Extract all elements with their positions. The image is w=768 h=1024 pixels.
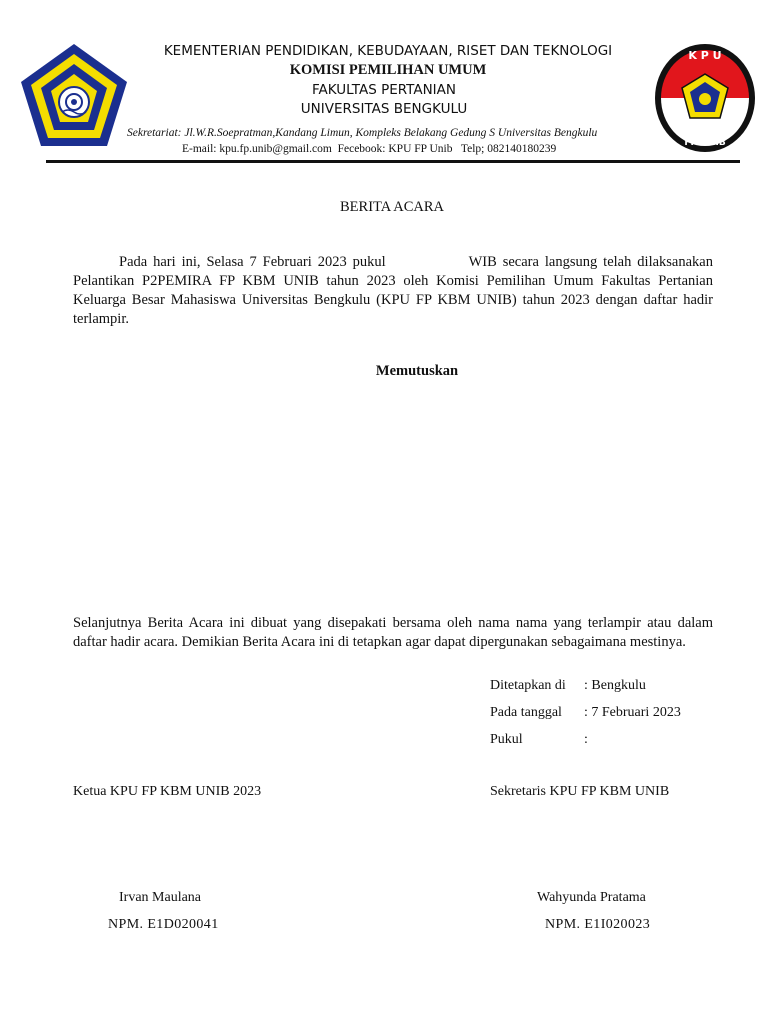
detail-value-date: : 7 Februari 2023 [584,705,681,720]
contact-line: E-mail: kpu.fp.unib@gmail.com Fecebook: KPU FP Unib Telp; 082140180239 [182,143,557,155]
detail-label-date: Pada tanggal [490,705,562,720]
closing-paragraph: Selanjutnya Berita Acara ini dibuat yang disepakati bersama oleh nama nama yang terlampir atau dalam daftar hadir acara. Demikian Berita Acara ini di tetapkan agar dapat dipergunakan sebagaimana mestinya. [73,615,713,650]
faculty-line: FAKULTAS PERTANIAN [311,82,456,98]
detail-value-place: : Bengkulu [584,678,646,693]
kpu-logo-top-text: K P U [688,49,722,62]
commission-line: KOMISI PEMILIHAN UMUM [289,62,487,78]
right-signatory-npm: NPM. E1I020023 [545,917,651,932]
university-line: UNIVERSITAS BENGKULU [300,101,468,117]
secretariat-line: Sekretariat: Jl.W.R.Soepratman,Kandang Limun, Kompleks Belakang Gedung S Universitas Bengkulu [127,127,598,139]
opening-paragraph: Pada hari ini, Selasa 7 Februari 2023 pukul WIB secara langsung telah dilaksanakan Pelantikan P2PEMIRA FP KBM UNIB tahun 2023 oleh Komisi Pemilihan Umum Fakultas Pertanian Keluarga Besar Mahasiswa Universitas Bengkulu (KPU FP KBM UNIB) tahun 2023 dengan daftar hadir terlampir. [73,254,717,327]
right-signatory-role: Sekretaris KPU FP KBM UNIB [490,784,670,799]
detail-label-time: Pukul [490,732,523,747]
decision-heading: Memutuskan [375,363,459,379]
document-title: BERITA ACARA [340,199,444,215]
left-signatory-npm: NPM. E1D020041 [108,917,219,932]
letterhead-divider [46,160,740,163]
ministry-line: KEMENTERIAN PENDIDIKAN, KEBUDAYAAN, RISET DAN TEKNOLOGI [163,43,613,59]
right-signatory-name: Wahyunda Pratama [537,890,646,905]
detail-label-place: Ditetapkan di [490,678,566,693]
left-signatory-name: Irvan Maulana [119,890,202,905]
kpu-logo-bottom-text: FP-UNIB [684,138,726,148]
detail-value-time: : [584,732,588,747]
left-signatory-role: Ketua KPU FP KBM UNIB 2023 [73,784,262,799]
